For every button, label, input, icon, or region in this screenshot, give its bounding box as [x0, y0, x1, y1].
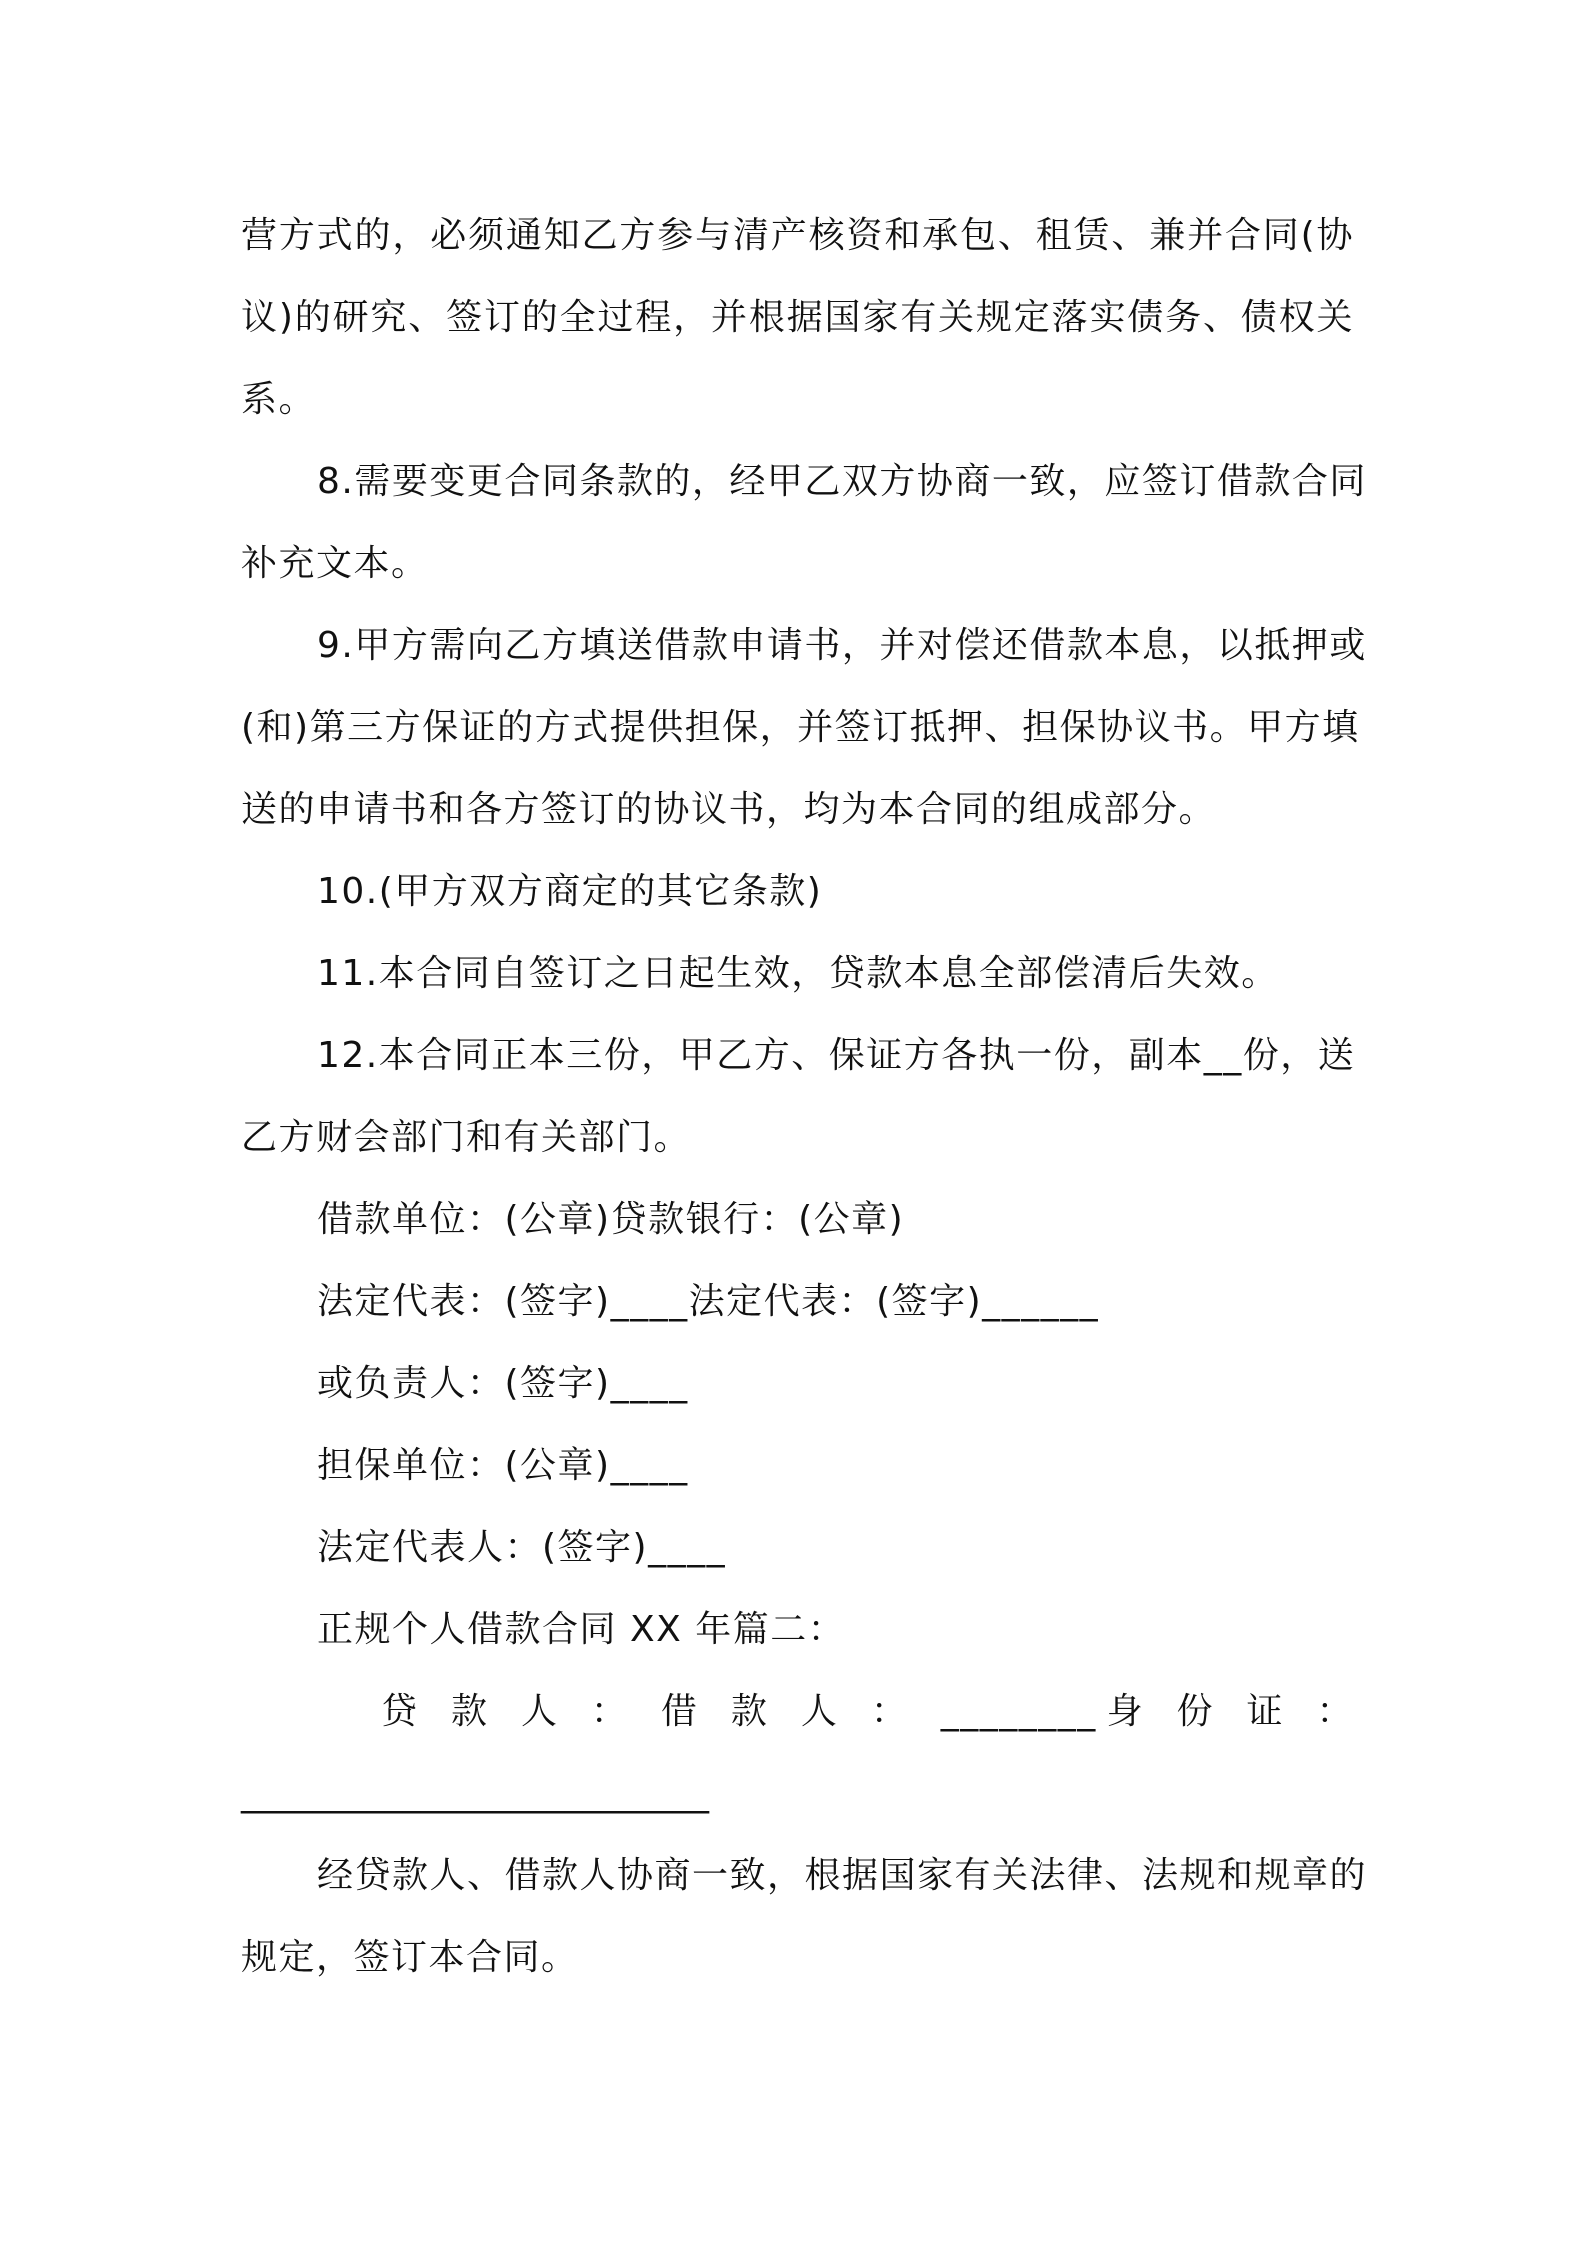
text-line: 补充文本。 — [241, 543, 429, 584]
paragraph-8 — [241, 441, 1367, 605]
id-blank-line: __________________________ — [241, 1773, 709, 1814]
text-line: 9.甲方需向乙方填送借款申请书，并对偿还借款本息，以抵押或 — [317, 625, 1367, 666]
document-body — [241, 195, 1368, 1999]
paragraph-11 — [241, 933, 1354, 1015]
text-line: 10.(甲方双方商定的其它条款) — [317, 871, 823, 912]
text-line: 12.本合同正本三份，甲乙方、保证方各执一份，副本__份，送 — [317, 1035, 1356, 1076]
signature-legal-representatives: 法定代表：(签字)____法定代表：(签字)______ — [317, 1281, 1100, 1322]
text-line: 系。 — [241, 379, 317, 420]
signature-guarantor: 担保单位：(公章)____ — [317, 1445, 689, 1486]
paragraph-7-continued — [241, 195, 1354, 441]
paragraph-10 — [241, 851, 1354, 933]
text-line: 经贷款人、借款人协商一致，根据国家有关法律、法规和规章的 — [317, 1855, 1368, 1896]
signature-guarantor-legal-rep: 法定代表人：(签字)____ — [317, 1527, 727, 1568]
section-heading: 正规个人借款合同 XX 年篇二： — [317, 1609, 846, 1650]
text-line: 规定，签订本合同。 — [241, 1937, 579, 1978]
text-line: 8.需要变更合同条款的，经甲乙双方协商一致，应签订借款合同 — [317, 461, 1367, 502]
signature-borrower-bank: 借款单位：(公章)贷款银行：(公章) — [317, 1199, 905, 1240]
parties-line — [241, 1671, 1354, 1835]
paragraph-12 — [241, 1015, 1354, 1179]
signature-responsible-person: 或负责人：(签字)____ — [317, 1363, 689, 1404]
text-line: 贷 款 人 ： 借 款 人 ： ________身 份 证 ： — [381, 1691, 1354, 1732]
text-line: 营方式的，必须通知乙方参与清产核资和承包、租赁、兼并合同(协 — [241, 215, 1354, 256]
text-line: 乙方财会部门和有关部门。 — [241, 1117, 692, 1158]
text-line: (和)第三方保证的方式提供担保，并签订抵押、担保协议书。甲方填 — [241, 707, 1360, 748]
paragraph-9 — [241, 605, 1367, 851]
paragraph-agreement — [241, 1835, 1368, 1999]
text-line: 送的申请书和各方签订的协议书，均为本合同的组成部分。 — [241, 789, 1217, 830]
text-line: 议)的研究、签订的全过程，并根据国家有关规定落实债务、债权关 — [241, 297, 1354, 338]
text-line: 11.本合同自签订之日起生效，贷款本息全部偿清后失效。 — [317, 953, 1279, 994]
